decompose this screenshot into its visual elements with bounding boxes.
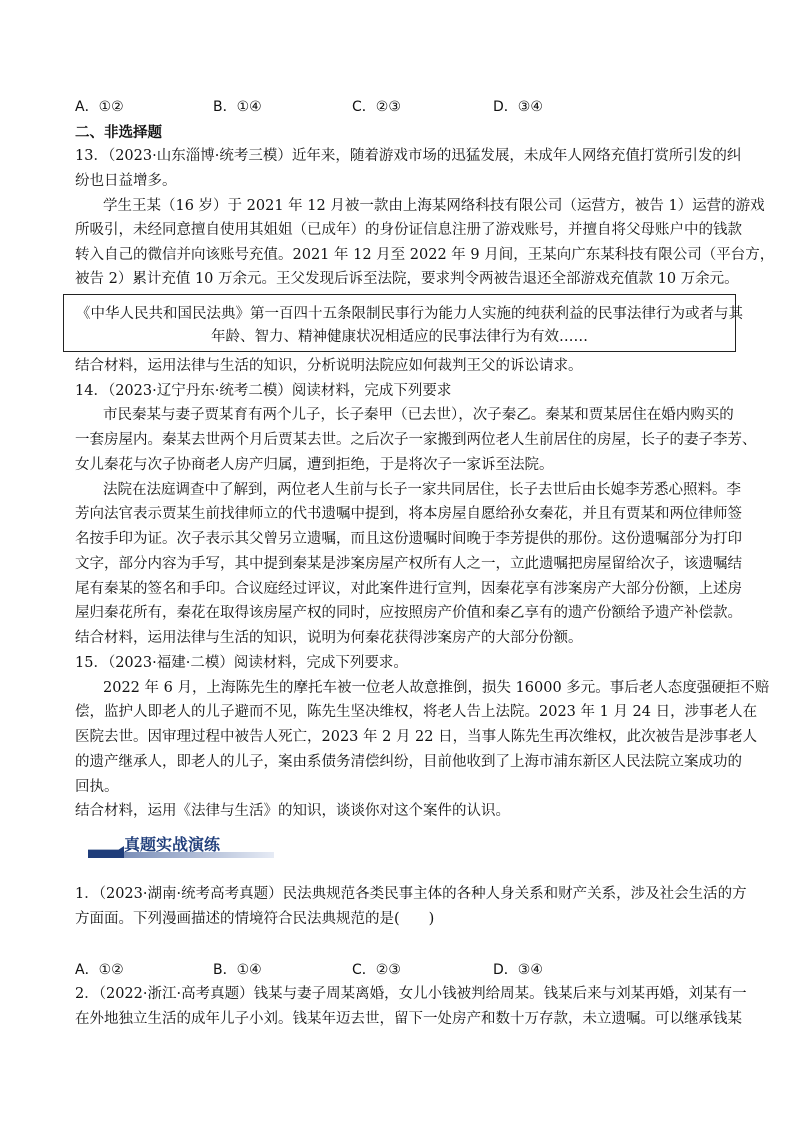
q14-line: 市民秦某与妻子贾某育有两个儿子，长子秦甲（已去世），次子秦乙。秦某和贾某居住在婚内购买的 [103, 407, 734, 423]
q14-line: 名按手印为证。次子表示其父曾另立遗嘱，而且这份遗嘱时间晚于李芳提供的那份。这份遗嘱部分为打印 [75, 531, 742, 547]
choice-c: C．②③ [352, 962, 401, 978]
q14-line: 屋归秦花所有，秦花在取得该房屋产权的同时，应按照房产价值和秦乙享有的遗产份额给予遗产补偿款。 [75, 605, 742, 621]
q15-line: 15．（2023·福建·二模）阅读材料，完成下列要求。 [75, 655, 408, 671]
q13-line: 13．（2023·山东淄博·统考三模）近年来，随着游戏市场的迅猛发展，未成年人网络充值打赏所引发的纠 [75, 148, 742, 164]
law-quote-box [63, 294, 743, 352]
banner-bar-icon [88, 846, 124, 858]
q14-line: 一套房屋内。秦某去世两个月后贾某去世。之后次子一家搬到两位老人生前居住的房屋，长子的妻子李芳、 [75, 432, 757, 448]
choice-b: B．①④ [213, 962, 262, 978]
q15-line: 的遗产继承人，即老人的儿子，案由系债务清偿纠纷，目前他收到了上海市浦东新区人民法院立案成功的 [75, 754, 742, 770]
q14-line: 尾有秦某的签名和手印。合议庭经过评议，对此案件进行宣判，因秦花享有涉案房产大部分份额，上述房 [75, 581, 742, 597]
section-banner [88, 832, 278, 862]
q14-line: 芳向法官表示贾某生前找律师立的代书遗嘱中提到，将本房屋自愿给孙女秦花，并且有贾某和两位律师签 [75, 506, 742, 522]
q13-question: 结合材料，运用法律与生活的知识，分析说明法院应如何裁判王父的诉讼请求。 [75, 358, 583, 374]
q14-line: 女儿秦花与次子协商老人房产归属，遭到拒绝，于是将次子一家诉至法院。 [75, 457, 554, 473]
choice-a: A．①② [75, 99, 124, 115]
law-quote-line: 年龄、智力、精神健康状况相适应的民事法律行为有效…… [211, 329, 588, 345]
q15-line: 回执。 [75, 779, 119, 795]
q13-line: 被告 2）累计充值 10 万余元。王父发现后诉至法院，要求判令两被告退还全部游戏充值款 10 万余元。 [75, 271, 739, 287]
q13-line: 转入自己的微信并向该账号充值。2021 年 12 月至 2022 年 9 月间，王某向广东某科技有限公司（平台方， [75, 247, 775, 263]
p1-line: 方面面。下列漫画描述的情境符合民法典规范的是( ) [75, 911, 435, 927]
section-title: 二、非选择题 [75, 125, 162, 141]
choice-d: D．③④ [493, 99, 543, 115]
q15-question: 结合材料，运用《法律与生活》的知识，谈谈你对这个案件的认识。 [75, 803, 510, 819]
choice-a: A．①② [75, 962, 124, 978]
p1-line: 1．（2023·湖南·统考高考真题）民法典规范各类民事主体的各种人身关系和财产关系，涉及社会生活的方 [75, 886, 747, 902]
q15-line: 偿，监护人即老人的儿子避而不见，陈先生坚决维权，将老人告上法院。2023 年 1 月 24 日，涉事老人在 [75, 704, 758, 720]
q13-line: 纷也日益增多。 [75, 173, 177, 189]
q14-question: 结合材料，运用法律与生活的知识，说明为何秦花获得涉案房产的大部分份额。 [75, 630, 583, 646]
q14-line: 14．（2023·辽宁丹东·统考二模）阅读材料，完成下列要求 [75, 383, 452, 399]
q15-line: 医院去世。因审理过程中被告人死亡，2023 年 2 月 22 日，当事人陈先生再次维权，此次被告是涉事老人 [75, 729, 758, 745]
p2-line: 2．（2022·浙江·高考真题）钱某与妻子周某离婚，女儿小钱被判给周某。钱某后来与刘某再婚，刘某有一 [75, 986, 747, 1002]
p2-line: 在外地独立生活的成年儿子小刘。钱某年迈去世，留下一处房产和数十万存款，未立遗嘱。可以继承钱某 [75, 1011, 742, 1027]
choice-c: C．②③ [352, 99, 401, 115]
q13-line: 学生王某（16 岁）于 2021 年 12 月被一款由上海某网络科技有限公司（运营方，被告 1）运营的游戏 [103, 198, 765, 214]
q15-line: 2022 年 6 月，上海陈先生的摩托车被一位老人故意推倒，损失 16000 多元。事后老人态度强硬拒不赔 [103, 680, 770, 696]
q14-line: 文字，部分内容为手写，其中提到秦某是涉案房屋产权所有人之一，立此遗嘱把房屋留给次子，该遗嘱结 [75, 556, 742, 572]
law-quote-line: 《中华人民共和国民法典》第一百四十五条限制民事行为能力人实施的纯获利益的民事法律行为或者与其 [76, 306, 743, 322]
q14-line: 法院在法庭调查中了解到，两位老人生前与长子一家共同居住，长子去世后由长媳李芳悉心照料。李 [103, 482, 741, 498]
banner-title: 真题实战演练 [124, 835, 221, 854]
choice-d: D．③④ [493, 962, 543, 978]
choice-b: B．①④ [213, 99, 262, 115]
q13-line: 所吸引，未经同意擅自使用其姐姐（已成年）的身份证信息注册了游戏账号，并擅自将父母账户中的钱款 [75, 222, 742, 238]
